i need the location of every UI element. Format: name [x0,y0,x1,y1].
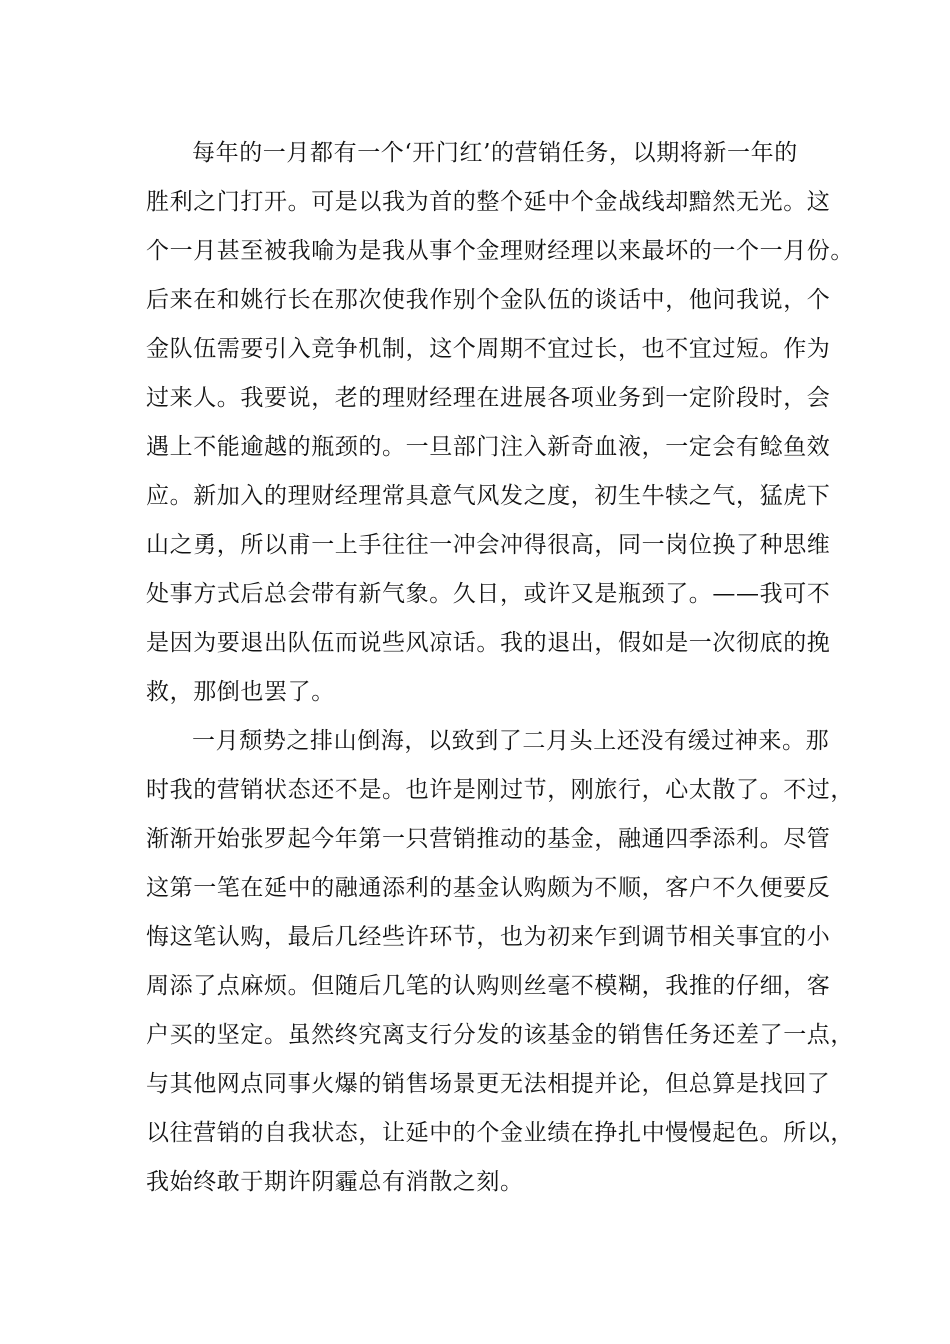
paragraph-2-line-8: 与其他网点同事火爆的销售场景更无法相提并论，但总算是找回了 [146,1071,831,1097]
paragraph-1-line-9: 山之勇，所以甫一上手往往一冲会冲得很高，同一岗位换了种思维 [146,532,831,558]
paragraph-1-line-3: 个一月甚至被我喻为是我从事个金理财经理以来最坏的一个一月份。 [146,238,854,264]
paragraph-2-line-10: 我始终敢于期许阴霾总有消散之刻。 [146,1169,524,1195]
paragraph-1-line-5: 金队伍需要引入竞争机制，这个周期不宜过长，也不宜过短。作为 [146,336,831,362]
paragraph-1-line-2: 胜利之门打开。可是以我为首的整个延中个金战线却黯然无光。这 [146,189,831,215]
paragraph-1-line-11: 是因为要退出队伍而说些风凉话。我的退出，假如是一次彻底的挽 [146,630,831,656]
paragraph-2-line-2: 时我的营销状态还不是。也许是刚过节，刚旅行，心太散了。不过， [146,777,854,803]
paragraph-1-line-7: 遇上不能逾越的瓶颈的。一旦部门注入新奇血液，一定会有鲶鱼效 [146,434,831,460]
paragraph-1-line-1: 每年的一月都有一个‘开门红’的营销任务，以期将新一年的 [192,140,798,166]
paragraph-1-line-12: 救，那倒也罢了。 [146,679,335,705]
paragraph-2-line-1: 一月颓势之排山倒海，以致到了二月头上还没有缓过神来。那 [192,728,830,754]
paragraph-1-line-4: 后来在和姚行长在那次使我作别个金队伍的谈话中，他问我说，个 [146,287,831,313]
paragraph-1-line-10: 处事方式后总会带有新气象。久日，或许又是瓶颈了。——我可不 [146,581,831,607]
paragraph-1-line-8: 应。新加入的理财经理常具意气风发之度，初生牛犊之气，猛虎下 [146,483,831,509]
paragraph-2-line-5: 悔这笔认购，最后几经些许环节，也为初来乍到调节相关事宜的小 [146,924,831,950]
paragraph-2-line-3: 渐渐开始张罗起今年第一只营销推动的基金，融通四季添利。尽管 [146,826,831,852]
paragraph-2-line-6: 周添了点麻烦。但随后几笔的认购则丝毫不模糊，我推的仔细，客 [146,973,831,999]
paragraph-2-line-9: 以往营销的自我状态，让延中的个金业绩在挣扎中慢慢起色。所以， [146,1120,854,1146]
paragraph-1-line-6: 过来人。我要说，老的理财经理在进展各项业务到一定阶段时，会 [146,385,831,411]
paragraph-2-line-4: 这第一笔在延中的融通添利的基金认购颇为不顺，客户不久便要反 [146,875,831,901]
paragraph-2-line-7: 户买的坚定。虽然终究离支行分发的该基金的销售任务还差了一点， [146,1022,854,1048]
